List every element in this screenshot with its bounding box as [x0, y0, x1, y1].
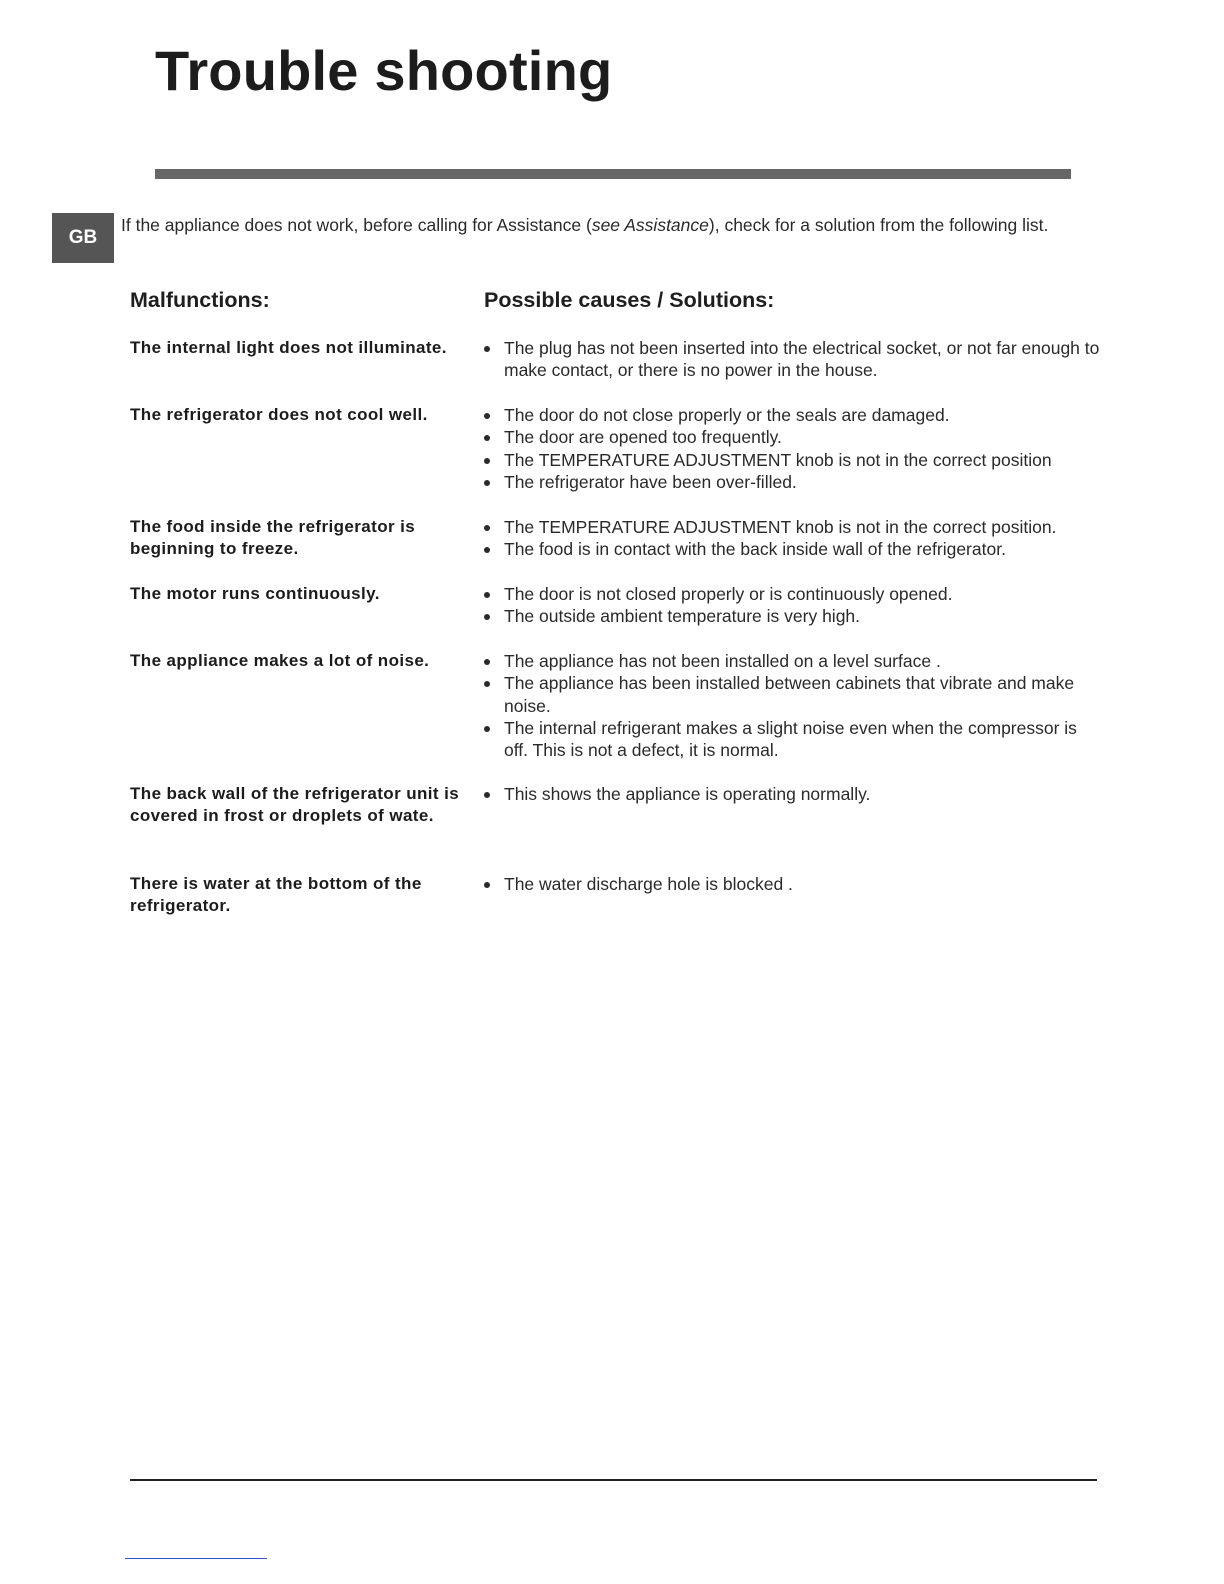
causes-list	[482, 516, 1102, 561]
malfunction-text: There is water at the bottom of the refrigerator.	[130, 874, 422, 916]
cause-item	[482, 471, 1102, 493]
cause-text: The TEMPERATURE ADJUSTMENT knob is not in the correct position.	[504, 517, 1057, 537]
causes-solutions-header: Possible causes / Solutions:	[484, 288, 775, 312]
cause-text: The outside ambient temperature is very high.	[504, 606, 861, 627]
cause-item	[482, 873, 1102, 895]
intro-text	[121, 215, 1048, 236]
malfunction-text: The food inside the refrigerator is beginning to freeze.	[130, 517, 416, 559]
footer-divider	[130, 1479, 1097, 1481]
bullet-icon	[484, 681, 490, 687]
causes-list	[482, 337, 1102, 382]
causes-list	[482, 650, 1102, 761]
malfunction-text: The appliance makes a lot of noise.	[130, 651, 430, 670]
bullet-icon	[484, 792, 490, 798]
bullet-icon	[484, 413, 490, 419]
cause-item	[482, 404, 1102, 426]
malfunction-text: The refrigerator does not cool well.	[130, 405, 428, 424]
causes-list	[482, 873, 1102, 895]
cause-text: The internal refrigerant makes a slight noise even when the compressor is off. This is not a defect, it is normal.	[504, 717, 1077, 761]
cause-text: This shows the appliance is operating normally.	[504, 784, 871, 804]
cause-item	[482, 516, 1102, 538]
bullet-icon	[484, 592, 490, 598]
cause-item	[482, 449, 1102, 471]
cause-item	[482, 583, 1102, 605]
cause-item	[482, 650, 1102, 672]
malfunction-text: The motor runs continuously.	[130, 584, 380, 603]
cause-text: The door are opened too frequently.	[504, 427, 782, 448]
bullet-icon	[484, 435, 490, 441]
footer-link-underline	[125, 1558, 267, 1559]
bullet-icon	[484, 480, 490, 486]
cause-text: The door is not closed properly or is continuously opened.	[504, 584, 953, 604]
cause-text: The appliance has been installed between cabinets that vibrate and make noise.	[504, 673, 1075, 716]
cause-text: The appliance has not been installed on a level surface .	[504, 651, 941, 671]
cause-text: The plug has not been inserted into the electrical socket, or not far enough to make contact, or there is no power in the house.	[504, 338, 1100, 381]
causes-list	[482, 404, 1102, 493]
title-divider	[155, 169, 1071, 179]
bullet-icon	[484, 882, 490, 888]
causes-list	[482, 783, 1102, 805]
malfunction-text: The back wall of the refrigerator unit is covered in frost or droplets of wate.	[130, 784, 460, 826]
intro-text-end: ), check for a solution from the following list.	[708, 215, 1049, 235]
bullet-icon	[484, 659, 490, 665]
cause-item	[482, 605, 1102, 627]
bullet-icon	[484, 525, 490, 531]
cause-item	[482, 337, 1102, 382]
intro-see-assistance-reference: see Assistance	[591, 215, 709, 235]
bullet-icon	[484, 346, 490, 352]
cause-item	[482, 538, 1102, 560]
bullet-icon	[484, 726, 490, 732]
bullet-icon	[484, 458, 490, 464]
cause-item	[482, 426, 1102, 448]
bullet-icon	[484, 547, 490, 553]
cause-text: The TEMPERATURE ADJUSTMENT knob is not in the correct position	[504, 449, 1052, 470]
malfunction-text: The internal light does not illuminate.	[130, 338, 447, 357]
language-badge: GB	[52, 213, 114, 263]
page-title: Trouble shooting	[155, 39, 613, 102]
cause-text: The food is in contact with the back inside wall of the refrigerator.	[504, 539, 1006, 560]
cause-text: The refrigerator have been over-filled.	[504, 471, 797, 492]
cause-item	[482, 672, 1102, 717]
intro-text-start: If the appliance does not work, before calling for Assistance (	[121, 215, 592, 235]
cause-item	[482, 783, 1102, 805]
cause-text: The door do not close properly or the seals are damaged.	[504, 405, 950, 425]
cause-item	[482, 717, 1102, 762]
bullet-icon	[484, 614, 490, 620]
cause-text: The water discharge hole is blocked .	[504, 874, 793, 894]
causes-list	[482, 583, 1102, 628]
malfunctions-header: Malfunctions:	[130, 288, 270, 312]
